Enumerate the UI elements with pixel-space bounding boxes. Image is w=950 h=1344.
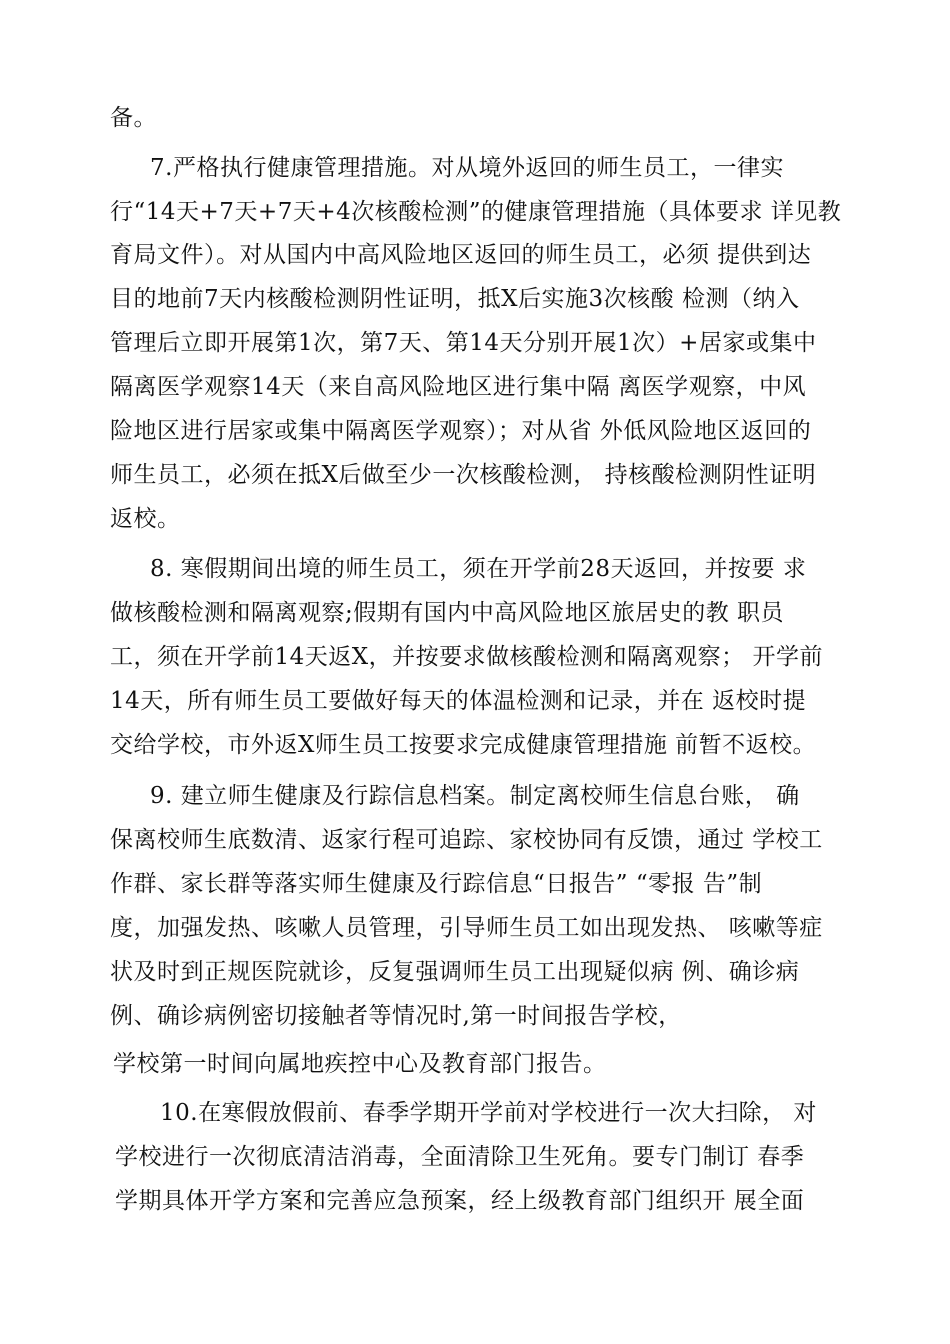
text-line: 备。	[110, 105, 157, 131]
text-line: 交给学校，市外返X师生员工按要求完成健康管理措施 前暂不返校。	[110, 732, 817, 758]
text-line: 8. 寒假期间出境的师生员工，须在开学前28天返回，并按要 求	[150, 556, 807, 582]
text-line: 7.严格执行健康管理措施。对从境外返回的师生员工，一律实	[150, 155, 784, 181]
text-line: 行“14天+7天+7天+4次核酸检测”的健康管理措施（具体要求 详见教	[110, 199, 842, 225]
text-line: 师生员工，必须在抵X后做至少一次核酸检测， 持核酸检测阴性证明	[110, 462, 817, 488]
text-line: 度，加强发热、咳嗽人员管理，引导师生员工如出现发热、 咳嗽等症	[110, 915, 823, 941]
text-line: 10.在寒假放假前、春季学期开学前对学校进行一次大扫除， 对	[160, 1100, 817, 1126]
text-line: 工，须在开学前14天返X，并按要求做核酸检测和隔离观察； 开学前	[110, 644, 823, 670]
text-line: 学期具体开学方案和完善应急预案，经上级教育部门组织开 展全面	[115, 1188, 805, 1214]
text-line: 返校。	[110, 506, 181, 532]
text-line: 育局文件）。对从国内中高风险地区返回的师生员工，必须 提供到达	[110, 242, 812, 268]
text-line: 9. 建立师生健康及行踪信息档案。制定离校师生信息台账， 确	[150, 783, 800, 809]
text-line: 学校第一时间向属地疾控中心及教育部门报告。	[113, 1051, 607, 1077]
text-line: 做核酸检测和隔离观察;假期有国内中高风险地区旅居史的教 职员	[110, 600, 785, 626]
text-line: 管理后立即开展第1次，第7天、第14天分别开展1次）+居家或集中	[110, 330, 817, 356]
text-line: 例、确诊病例密切接触者等情况时,第一时间报告学校，	[110, 1003, 682, 1029]
text-line: 状及时到正规医院就诊，反复强调师生员工出现疑似病 例、确诊病	[110, 959, 800, 985]
text-line: 14天，所有师生员工要做好每天的体温检测和记录，并在 返校时提	[110, 688, 807, 714]
text-line: 隔离医学观察14天（来自高风险地区进行集中隔 离医学观察，中风	[110, 374, 807, 400]
text-line: 保离校师生底数清、返家行程可追踪、家校协同有反馈，通过 学校工	[110, 827, 823, 853]
text-line: 险地区进行居家或集中隔离医学观察）；对从省 外低风险地区返回的	[110, 418, 812, 444]
text-line: 作群、家长群等落实师生健康及行踪信息“日报告” “零报 告”制	[110, 871, 763, 897]
text-line: 学校进行一次彻底清洁消毒，全面清除卫生死角。要专门制订 春季	[115, 1144, 805, 1170]
text-line: 目的地前7天内核酸检测阴性证明，抵X后实施3次核酸 检测（纳入	[110, 286, 800, 312]
